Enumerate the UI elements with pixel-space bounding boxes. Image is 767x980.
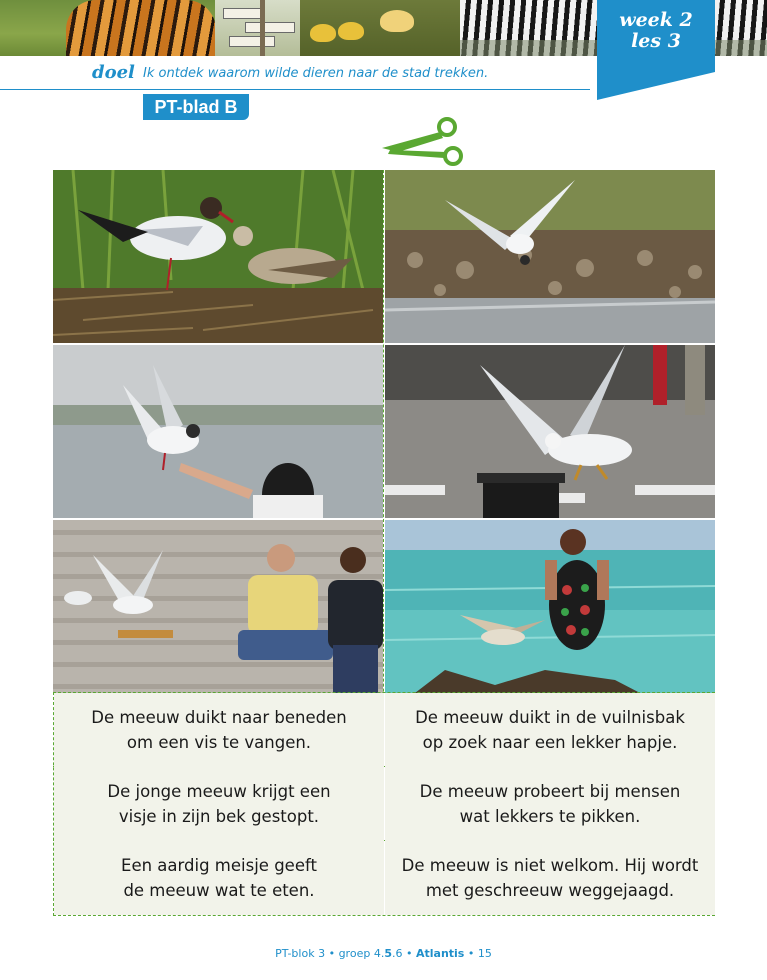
footer-block: PT-blok 3 <box>275 947 326 960</box>
photo-gull-at-trash-bin <box>385 345 715 518</box>
caption-card[interactable]: De jonge meeuw krijgt een visje in zijn bek gestopt. <box>54 767 384 841</box>
caption-card[interactable]: Een aardig meisje geeft de meeuw wat te eten. <box>54 841 384 915</box>
photo-gulls-near-people <box>53 520 383 693</box>
tiger-photo <box>66 0 216 56</box>
goal-text: Ik ontdek waarom wilde dieren naar de stad trekken. <box>143 66 489 81</box>
week-label: week 2 <box>619 9 693 31</box>
signpost-photo <box>215 0 310 56</box>
sheet-badge: PT-blad B <box>143 94 249 120</box>
photo-gull-feeding-chick <box>53 170 383 343</box>
header-rule <box>0 89 590 90</box>
week-flag-text <box>597 10 715 52</box>
photo-gull-diving <box>385 170 715 343</box>
footer-group: groep 4.5.6 <box>338 947 403 960</box>
caption-card[interactable]: De meeuw is niet welkom. Hij wordt met geschreeuw weggejaagd. <box>385 841 715 915</box>
caption-card[interactable]: De meeuw probeert bij mensen wat lekkers te pikken. <box>385 767 715 841</box>
page-number: 15 <box>477 947 492 960</box>
caption-card[interactable]: De meeuw duikt naar beneden om een vis te vangen. <box>54 693 384 767</box>
footer-brand: Atlantis <box>415 947 465 960</box>
ducklings-photo <box>300 0 460 56</box>
lesson-label: les 3 <box>631 30 681 52</box>
photo-grid <box>53 170 715 692</box>
scissors-icon <box>380 117 466 167</box>
caption-card[interactable]: De meeuw duikt in de vuilnisbak op zoek naar een lekker hapje. <box>385 693 715 767</box>
photo-woman-chasing-gull <box>385 520 715 693</box>
page-footer: PT-blok 3 • groep 4.5.6 • Atlantis • 15 <box>275 947 492 960</box>
photo-girl-feeding-gull <box>53 345 383 518</box>
doel-label: doel <box>92 62 135 83</box>
